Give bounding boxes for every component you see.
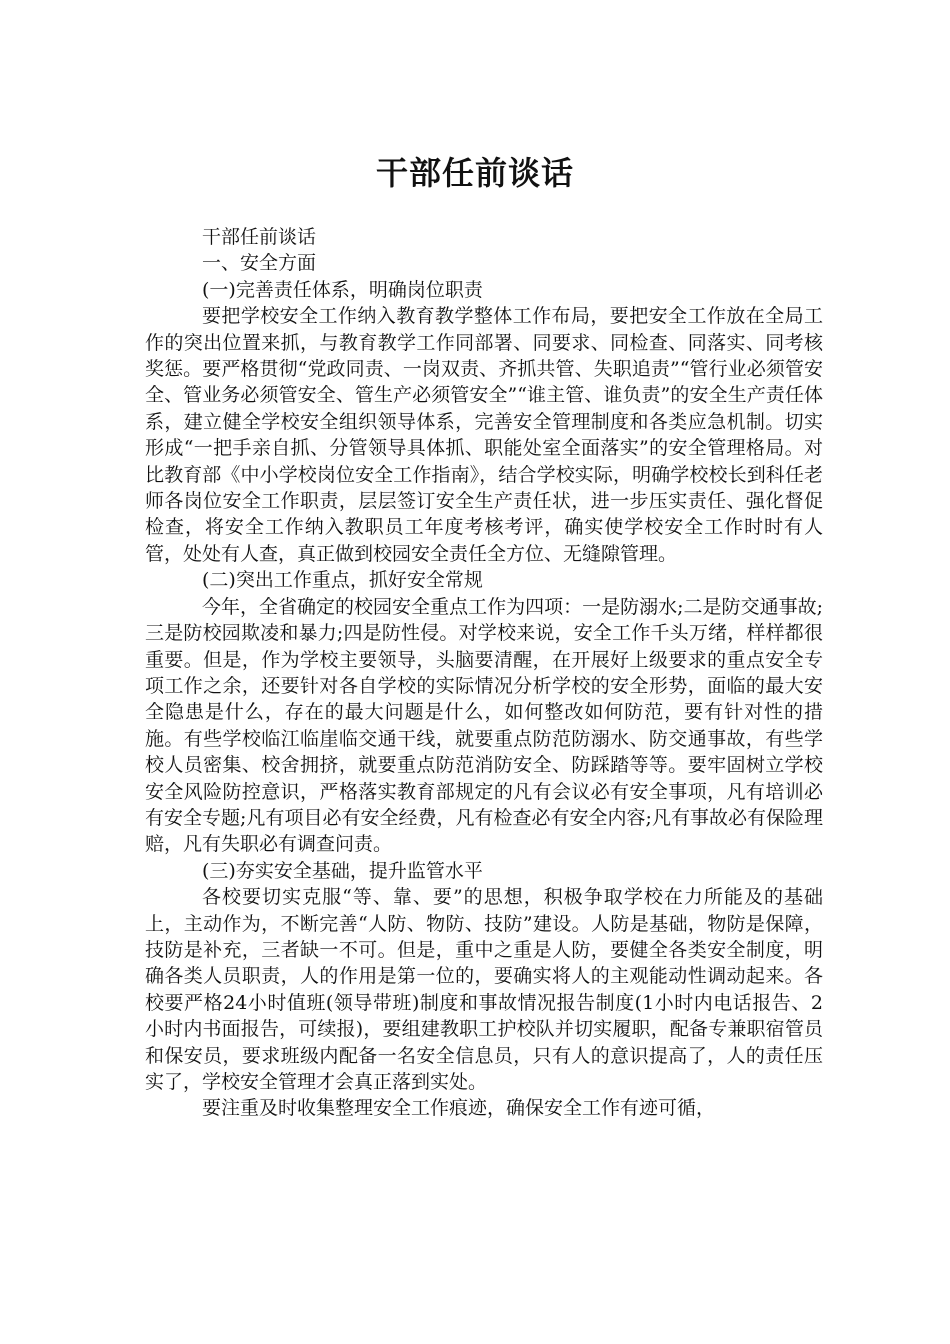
- subsection-heading-1: (一)完善责任体系，明确岗位职责: [202, 278, 483, 301]
- body-paragraph-1: 要把学校安全工作纳入教育教学整体工作布局，要把安全工作放在全局工作的突出位置来抓，与教育教学工作同部署、同要求、同检查、同落实、同考核奖惩。要严格贯彻“党政同责、一岗双责、齐抓共管、失职追责”“管行业必须管安全、管业务必须管安全、管生产必须管安全”“谁主管、谁负责”的安全生产责任体系，建立健全学校安全组织领导体系，完善安全管理制度和各类应急机制。切实形成“一把手亲自抓、分管领导具体抓、职能处室全面落实”的安全管理格局。对比教育部《中小学校岗位安全工作指南》，结合学校实际，明确学校校长到科任老师各岗位安全工作职责，层层签订安全生产责任状，进一步压实责任、强化督促检查，将安全工作纳入教职员工年度考核考评，确实使学校安全工作时时有人管，处处有人查，真正做到校园安全责任全方位、无缝隙管理。: [145, 305, 823, 565]
- page-title: 干部任前谈话: [375, 154, 574, 193]
- body-paragraph-2: 今年，全省确定的校园安全重点工作为四项：一是防溺水;二是防交通事故;三是防校园欺凌和暴力;四是防性侵。对学校来说，安全工作千头万绪，样样都很重要。但是，作为学校主要领导，头脑要清醒，在开展好上级要求的重点安全专项工作之余，还要针对各自学校的实际情况分析学校的安全形势，面临的最大安全隐患是什么，存在的最大问题是什么，如何整改如何防范，要有针对性的措施。有些学校临江临崖临交通干线，就要重点防范防溺水、防交通事故，有些学校人员密集、校舍拥挤，就要重点防范消防安全、防踩踏等等。要牢固树立学校安全风险防控意识，严格落实教育部规定的凡有会议必有安全事项，凡有培训必有安全专题;凡有项目必有安全经费，凡有检查必有安全内容;凡有事故必有保险理赔，凡有失职必有调查问责。: [145, 595, 823, 856]
- subsection-heading-3: (三)夯实安全基础，提升监管水平: [202, 859, 483, 882]
- body-paragraph-3: 各校要切实克服“等、靠、要”的思想，积极争取学校在力所能及的基础上，主动作为，不断完善“人防、物防、技防”建设。人防是基础，物防是保障，技防是补充，三者缺一不可。但是，重中之重是人防，要健全各类安全制度，明确各类人员职责，人的作用是第一位的，要确实将人的主观能动性调动起来。各校要严格24小时值班(领导带班)制度和事故情况报告制度(1小时内电话报告、2小时内书面报告，可续报)，要组建教职工护校队并切实履职，配备专兼职宿管员和保安员，要求班级内配备一名安全信息员，只有人的意识提高了，人的责任压实了，学校安全管理才会真正落到实处。: [145, 886, 823, 1093]
- subtitle-line: 干部任前谈话: [202, 226, 317, 248]
- document-body: [145, 224, 823, 1122]
- subsection-heading-2: (二)突出工作重点，抓好安全常规: [202, 569, 483, 592]
- body-paragraph-4: 要注重及时收集整理安全工作痕迹，确保安全工作有迹可循，: [202, 1097, 716, 1120]
- section-heading-safety: 一、安全方面: [202, 252, 317, 275]
